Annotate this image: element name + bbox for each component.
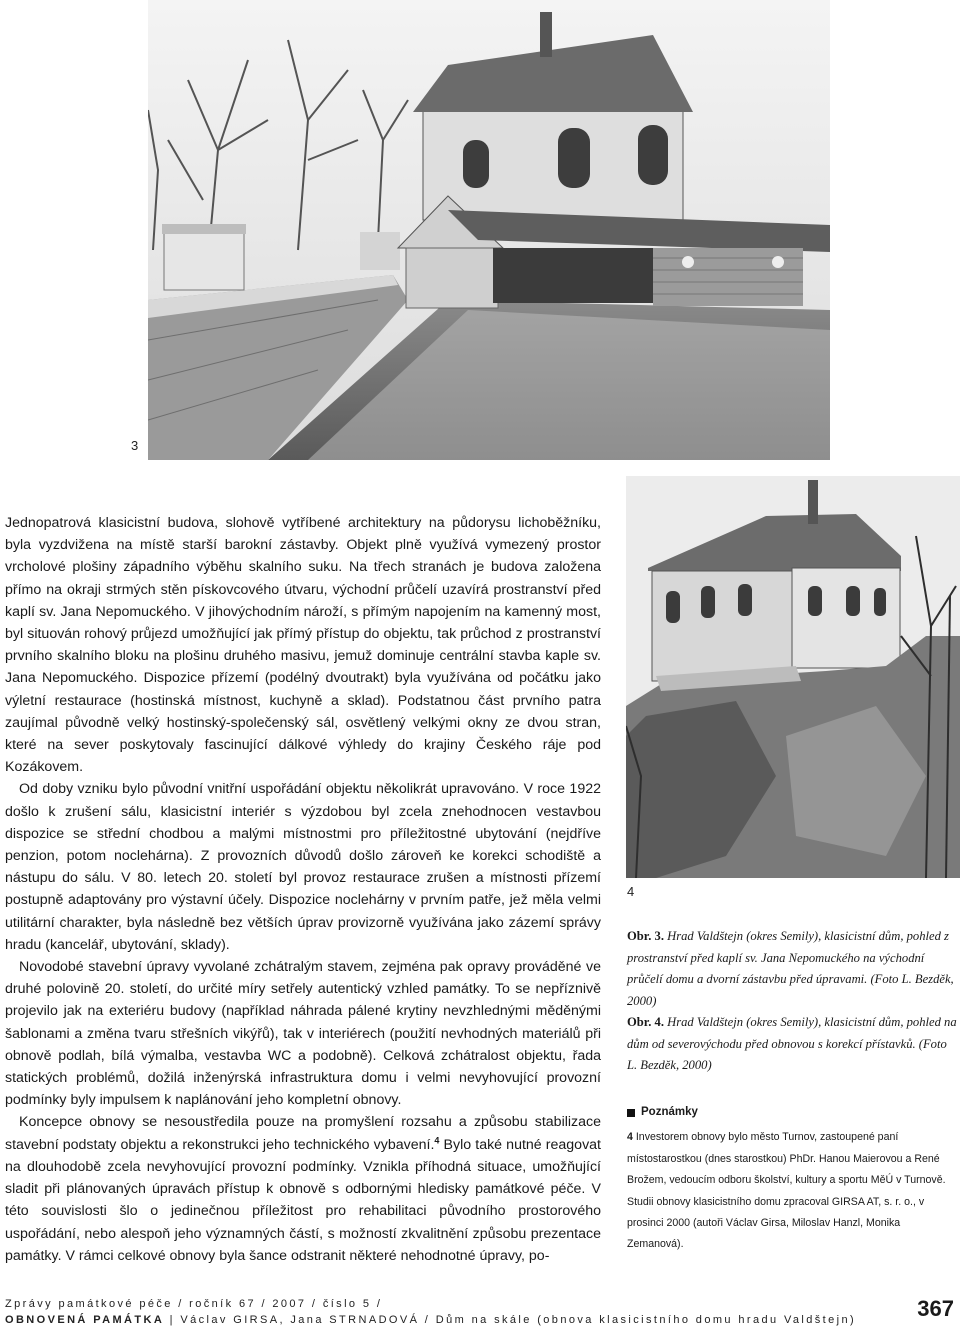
article-authors-title: | Václav GIRSA, Jana STRNADOVÁ / Dům na skále (obnova klasicistního domu hradu Valdštejn) xyxy=(164,1314,857,1326)
journal-line: Zprávy památkové péče / ročník 67 / 2007 / číslo 5 / xyxy=(5,1298,383,1310)
notes-title: Poznámky xyxy=(641,1106,698,1118)
figure-captions xyxy=(627,926,957,1077)
page-number: 367 xyxy=(917,1296,954,1321)
section-name: OBNOVENÁ PAMÁTKA xyxy=(5,1314,165,1326)
notes-section xyxy=(627,1102,957,1256)
caption-fig3 xyxy=(627,926,957,1012)
notes-heading xyxy=(627,1102,957,1123)
paragraph xyxy=(5,1111,601,1266)
paragraph-text: Bylo také nutné reagovat na dlouhodobě zcela nevyhovující provozní podmínky. Vznikla příhodná situace, umožňující sladit při plánovaných úpravách přístup k obnově s odbornými hledisky památkové péče. V této souvislosti šlo o jedinečnou příležitost pro rehabilitaci původního prostorového uspořádání, nebo alespoň jeho významných částí, s možností zkvalitnění způsobu prezentace památky. V rámci celkové obnovy byla šance odstranit některé nehodnotné úpravy, po- xyxy=(5,1136,602,1264)
article-body xyxy=(5,512,601,1267)
paragraph-text: Koncepce obnovy se nesoustředila pouze na promyšlení rozsahu a způsobu stabilizace stavební podstaty objektu a rekonstrukci jeho technického vybavení. xyxy=(5,1114,601,1153)
paragraph: Novodobé stavební úpravy vyvolané zchátralým stavem, zejména pak opravy prováděné ve druhé polovině 20. století, do určité míry setřely autentický vzhled památky. To se nepříznivě projevilo jak na exteriéru budovy (například náhrada pálené krytiny nevzhlednými měděnými šablonami a změna tvaru střešních vikýřů), tak v interiérech (použití nevhodných materiálů při obnově podlah, bílá výmalba, vestavba WC a podobně). Celková zchátralost objektu, řada statických problémů, dožilá inženýrská infrastruktura domu i velmi nevyhovující provozní podmínky byly impulsem k naplánování jeho kompletní obnovy. xyxy=(5,959,601,1109)
figure-number-4: 4 xyxy=(627,884,635,899)
caption-label: Obr. 3. xyxy=(627,929,664,943)
footnote-reference: 4 xyxy=(434,1134,440,1145)
photo-fig3 xyxy=(148,0,830,460)
square-bullet-icon xyxy=(627,1109,635,1117)
caption-text: Hrad Valdštejn (okres Semily), klasicistní dům, pohled na dům od severovýchodu před obnovou s korekcí přístavků. (Foto L. Bezděk, 2000) xyxy=(627,1015,957,1072)
caption-text: Hrad Valdštejn (okres Semily), klasicistní dům, pohled z prostranství před kaplí sv. Jana Nepomuckého na východní průčelí domu a dvorní zástavbu před úpravami. (Foto L. Bezděk, 2000) xyxy=(627,929,954,1008)
photo-fig4 xyxy=(626,476,960,878)
paragraph: Jednopatrová klasicistní budova, slohově vytříbené architektury na půdorysu lichoběžníku, byla vyzdvižena na místě starší barokní zástavby. Objekt plně využívá vymezený prostor vrcholové plošiny západního výběhu skalního suku. Na třech stranách je budova založena přímo na okraji strmých stěn pískovcového útvaru, východní průčelí uzavírá prostranství před kaplí sv. Jana Nepomuckého. V jihovýchodním nároží, s přímým napojením na kamenný most, byl situován rohový průjezd umožňující jak přímý přístup do objektu, tak průchod z prostranství prvního skalního bloku na plošinu druhého masivu, jemuž dominuje centrální stavba kaple sv. Jana Nepomuckého. Dispozice přízemí (podélný dvoutrakt) byla využívána od počátku jako výletní restaurace (hostinská místnost, kuchyně a sklad). Podstatnou část prvního patra zaujímal původně velký hostinský-společenský sál, osvětlený velkými okny ze dvou stran, které na sever poskytovaly fascinující dálkové výhledy do krajiny Českého ráje pod Kozákovem. xyxy=(5,515,601,776)
caption-label: Obr. 4. xyxy=(627,1015,664,1029)
caption-fig4 xyxy=(627,1012,957,1077)
page-footer xyxy=(5,1296,885,1328)
note-text: Investorem obnovy bylo město Turnov, zastoupené paní místostarostkou (dnes starostkou) PhDr. Hanou Maierovou a René Brožem, vedoucím odboru školství, kultury a sportu MěÚ v Turnově. Studii obnovy klasicistního domu zpracoval GIRSA AT, s. r. o., v prosinci 2000 (autoři Václav Girsa, Miloslav Hanzl, Monika Zemanová). xyxy=(627,1131,946,1251)
figure-number-3: 3 xyxy=(131,438,139,453)
paragraph: Od doby vzniku bylo původní vnitřní uspořádání objektu několikrát upravováno. V roce 1922 došlo k zrušení sálu, klasicistní interiér s výzdobou byl zcela znehodnocen vestavbou dispozice se střední chodbou a malými místnostmi pro příležitostné ubytování (nejdříve penzion, potom noclehárna). Z provozních důvodů došlo zároveň ke korekci schodiště a nástupu do sálu. V 80. letech 20. století byl provoz restaurace zrušen a místnosti přízemí postupně adaptovány pro výstavní účely. Dispozice noclehárny v prvním patře, jež měla velmi utilitární charakter, byla následně bez větších úprav provizorně využívána jako zázemí správy hradu (kancelář, ubytování, sklady). xyxy=(5,781,601,953)
note-number: 4 xyxy=(627,1131,633,1144)
note-item xyxy=(627,1127,957,1255)
